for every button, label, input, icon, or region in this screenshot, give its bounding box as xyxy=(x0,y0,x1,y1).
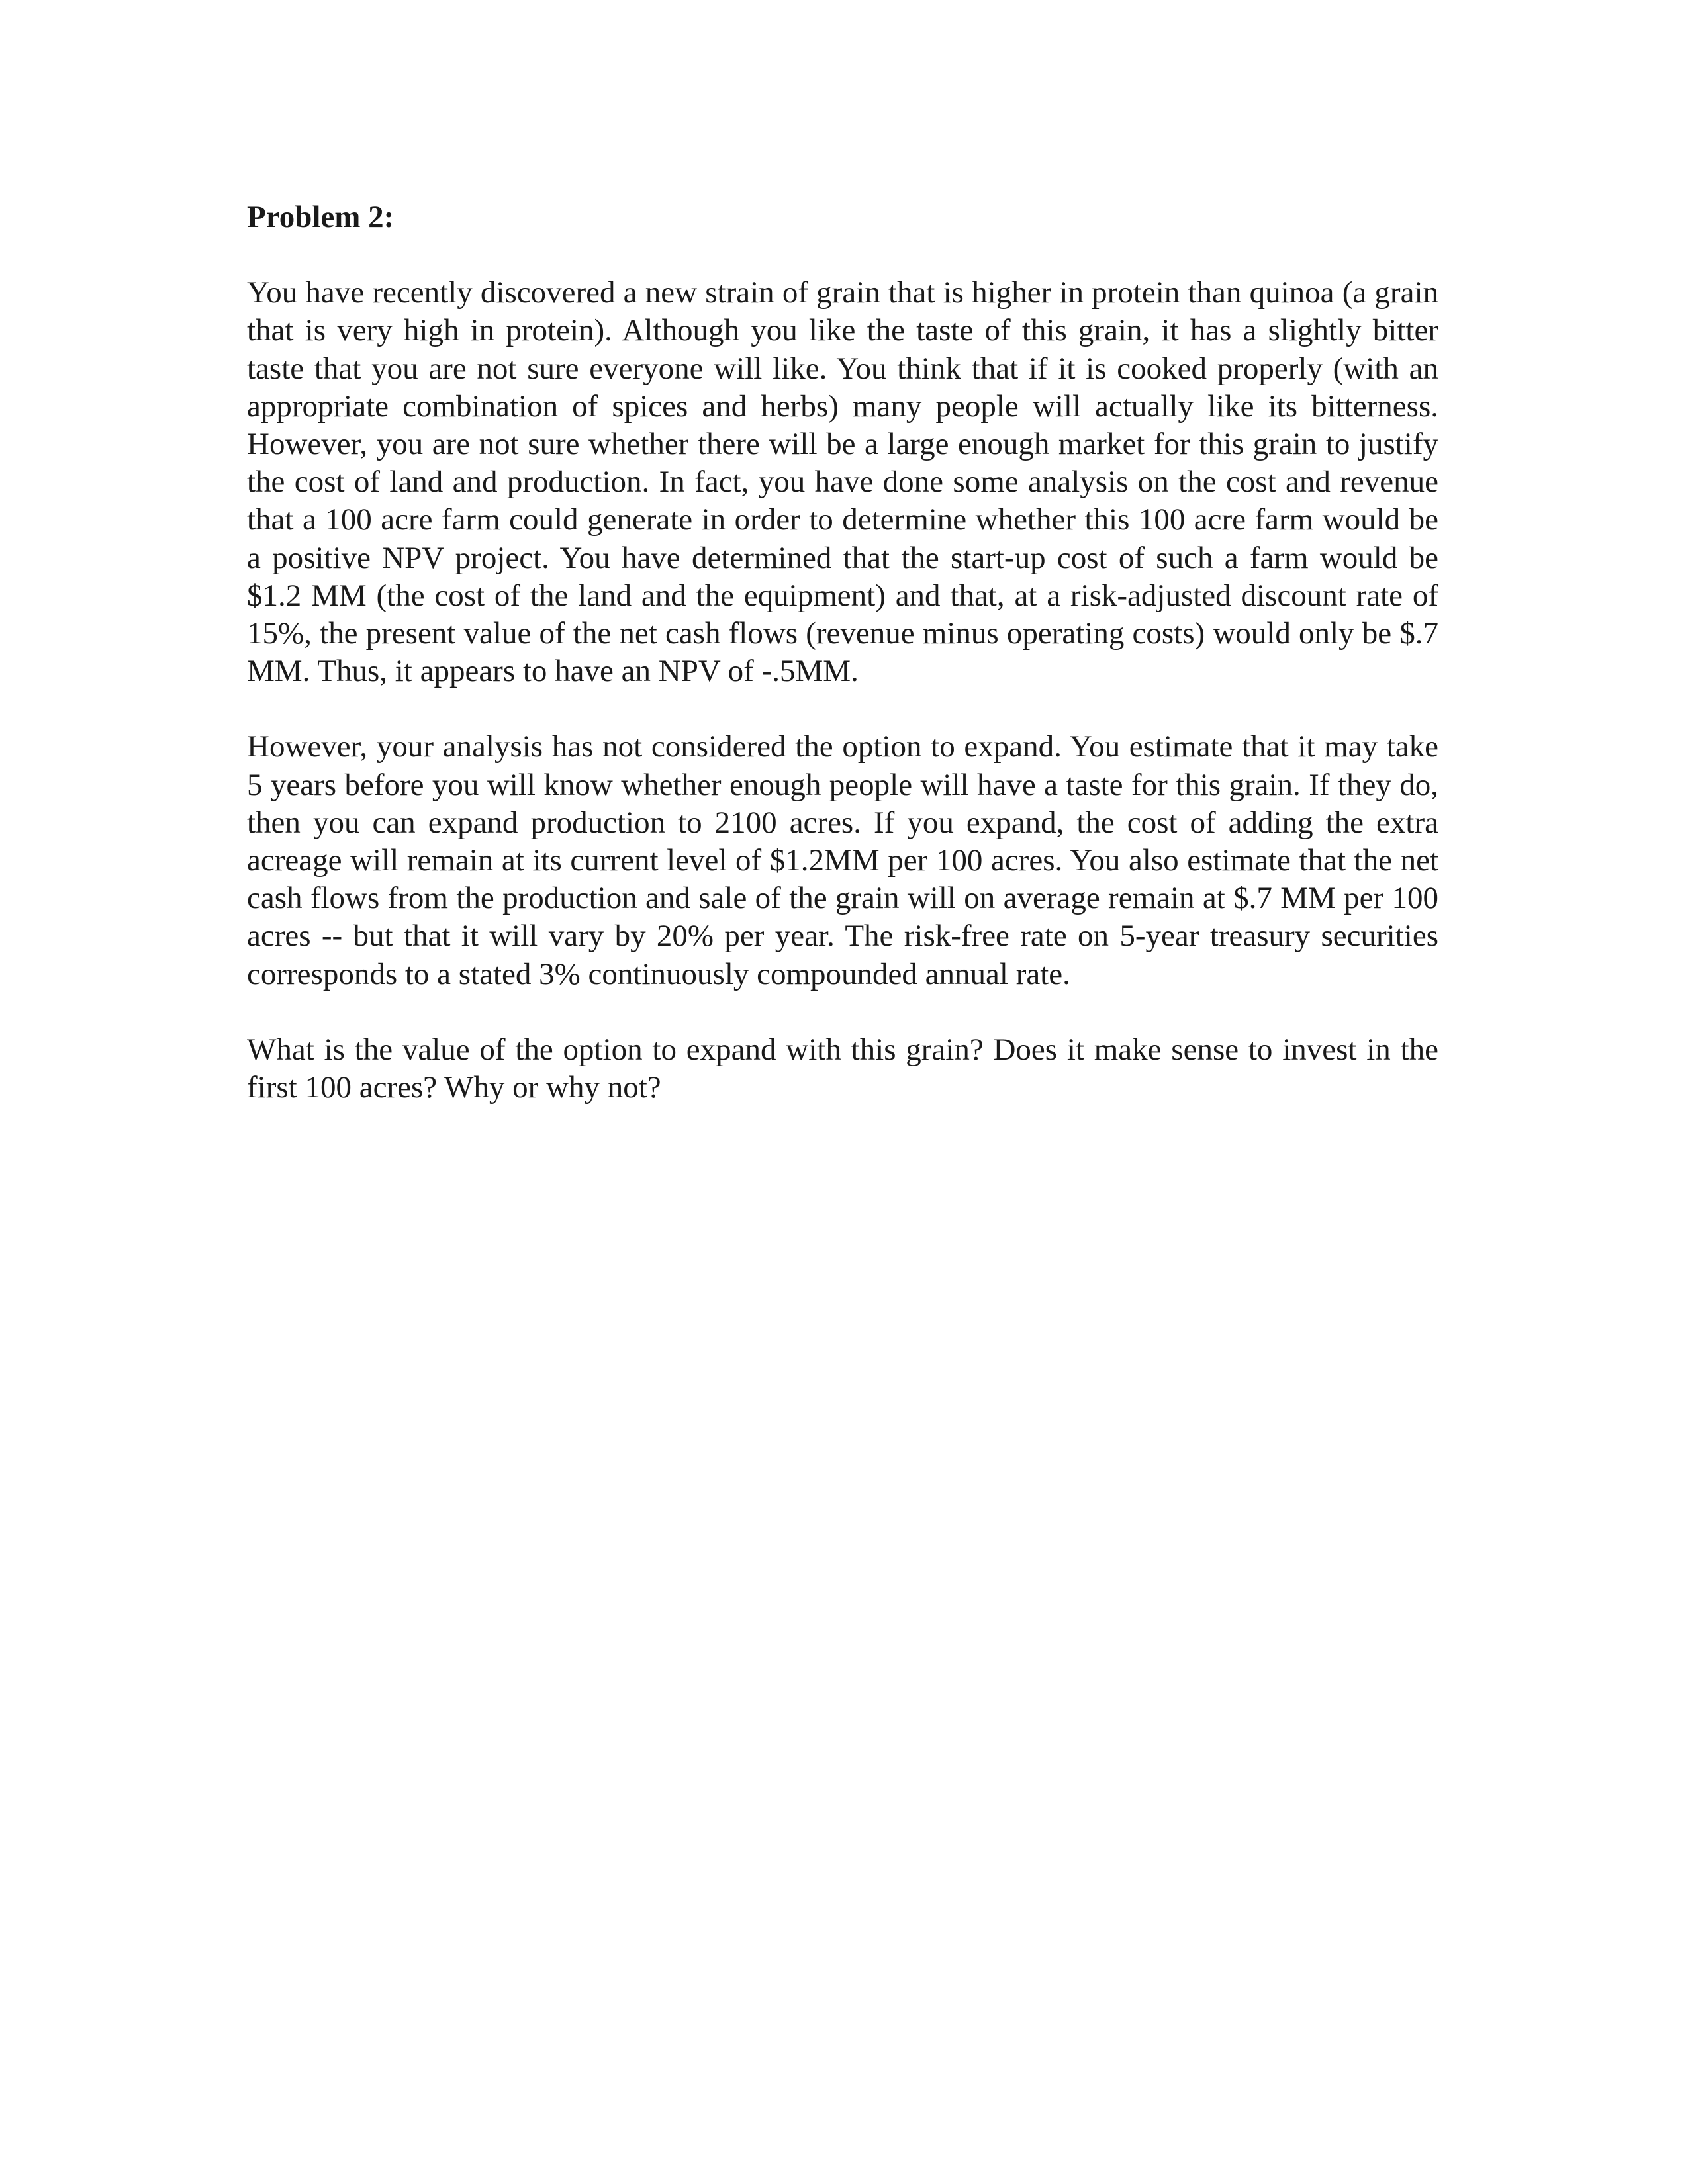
document-body xyxy=(247,199,1438,1107)
paragraph-question: What is the value of the option to expand with this grain? Does it make sense to invest in the first 100 acres? Why or why not? xyxy=(247,1032,1438,1105)
paragraph-expansion-option: However, your analysis has not considered the option to expand. You estimate that it may take 5 years before you will know whether enough people will have a taste for this grain. If they do, then you can expand production to 2100 acres. If you expand, the cost of adding the extra acreage will remain at its current level of $1.2MM per 100 acres. You also estimate that the net cash flows from the production and sale of the grain will on average remain at $.7 MM per 100 acres -- but that it will vary by 20% per year. The risk-free rate on 5-year treasury securities corresponds to a stated 3% continuously compounded annual rate. xyxy=(247,729,1438,991)
paragraph-problem-setup: You have recently discovered a new strain of grain that is higher in protein than quinoa (a grain that is very high in protein). Although you like the taste of this grain, it has a slightly bitter taste that you are not sure everyone will like. You think that if it is cooked properly (with an appropriate combination of spices and herbs) many people will actually like its bitterness. However, you are not sure whether there will be a large enough market for this grain to justify the cost of land and production. In fact, you have done some analysis on the cost and revenue that a 100 acre farm could generate in order to determine whether this 100 acre farm would be a positive NPV project. You have determined that the start-up cost of such a farm would be $1.2 MM (the cost of the land and the equipment) and that, at a risk-adjusted discount rate of 15%, the present value of the net cash flows (revenue minus operating costs) would only be $.7 MM. Thus, it appears to have an NPV of -.5MM. xyxy=(247,275,1438,689)
problem-title: Problem 2: xyxy=(247,200,395,234)
